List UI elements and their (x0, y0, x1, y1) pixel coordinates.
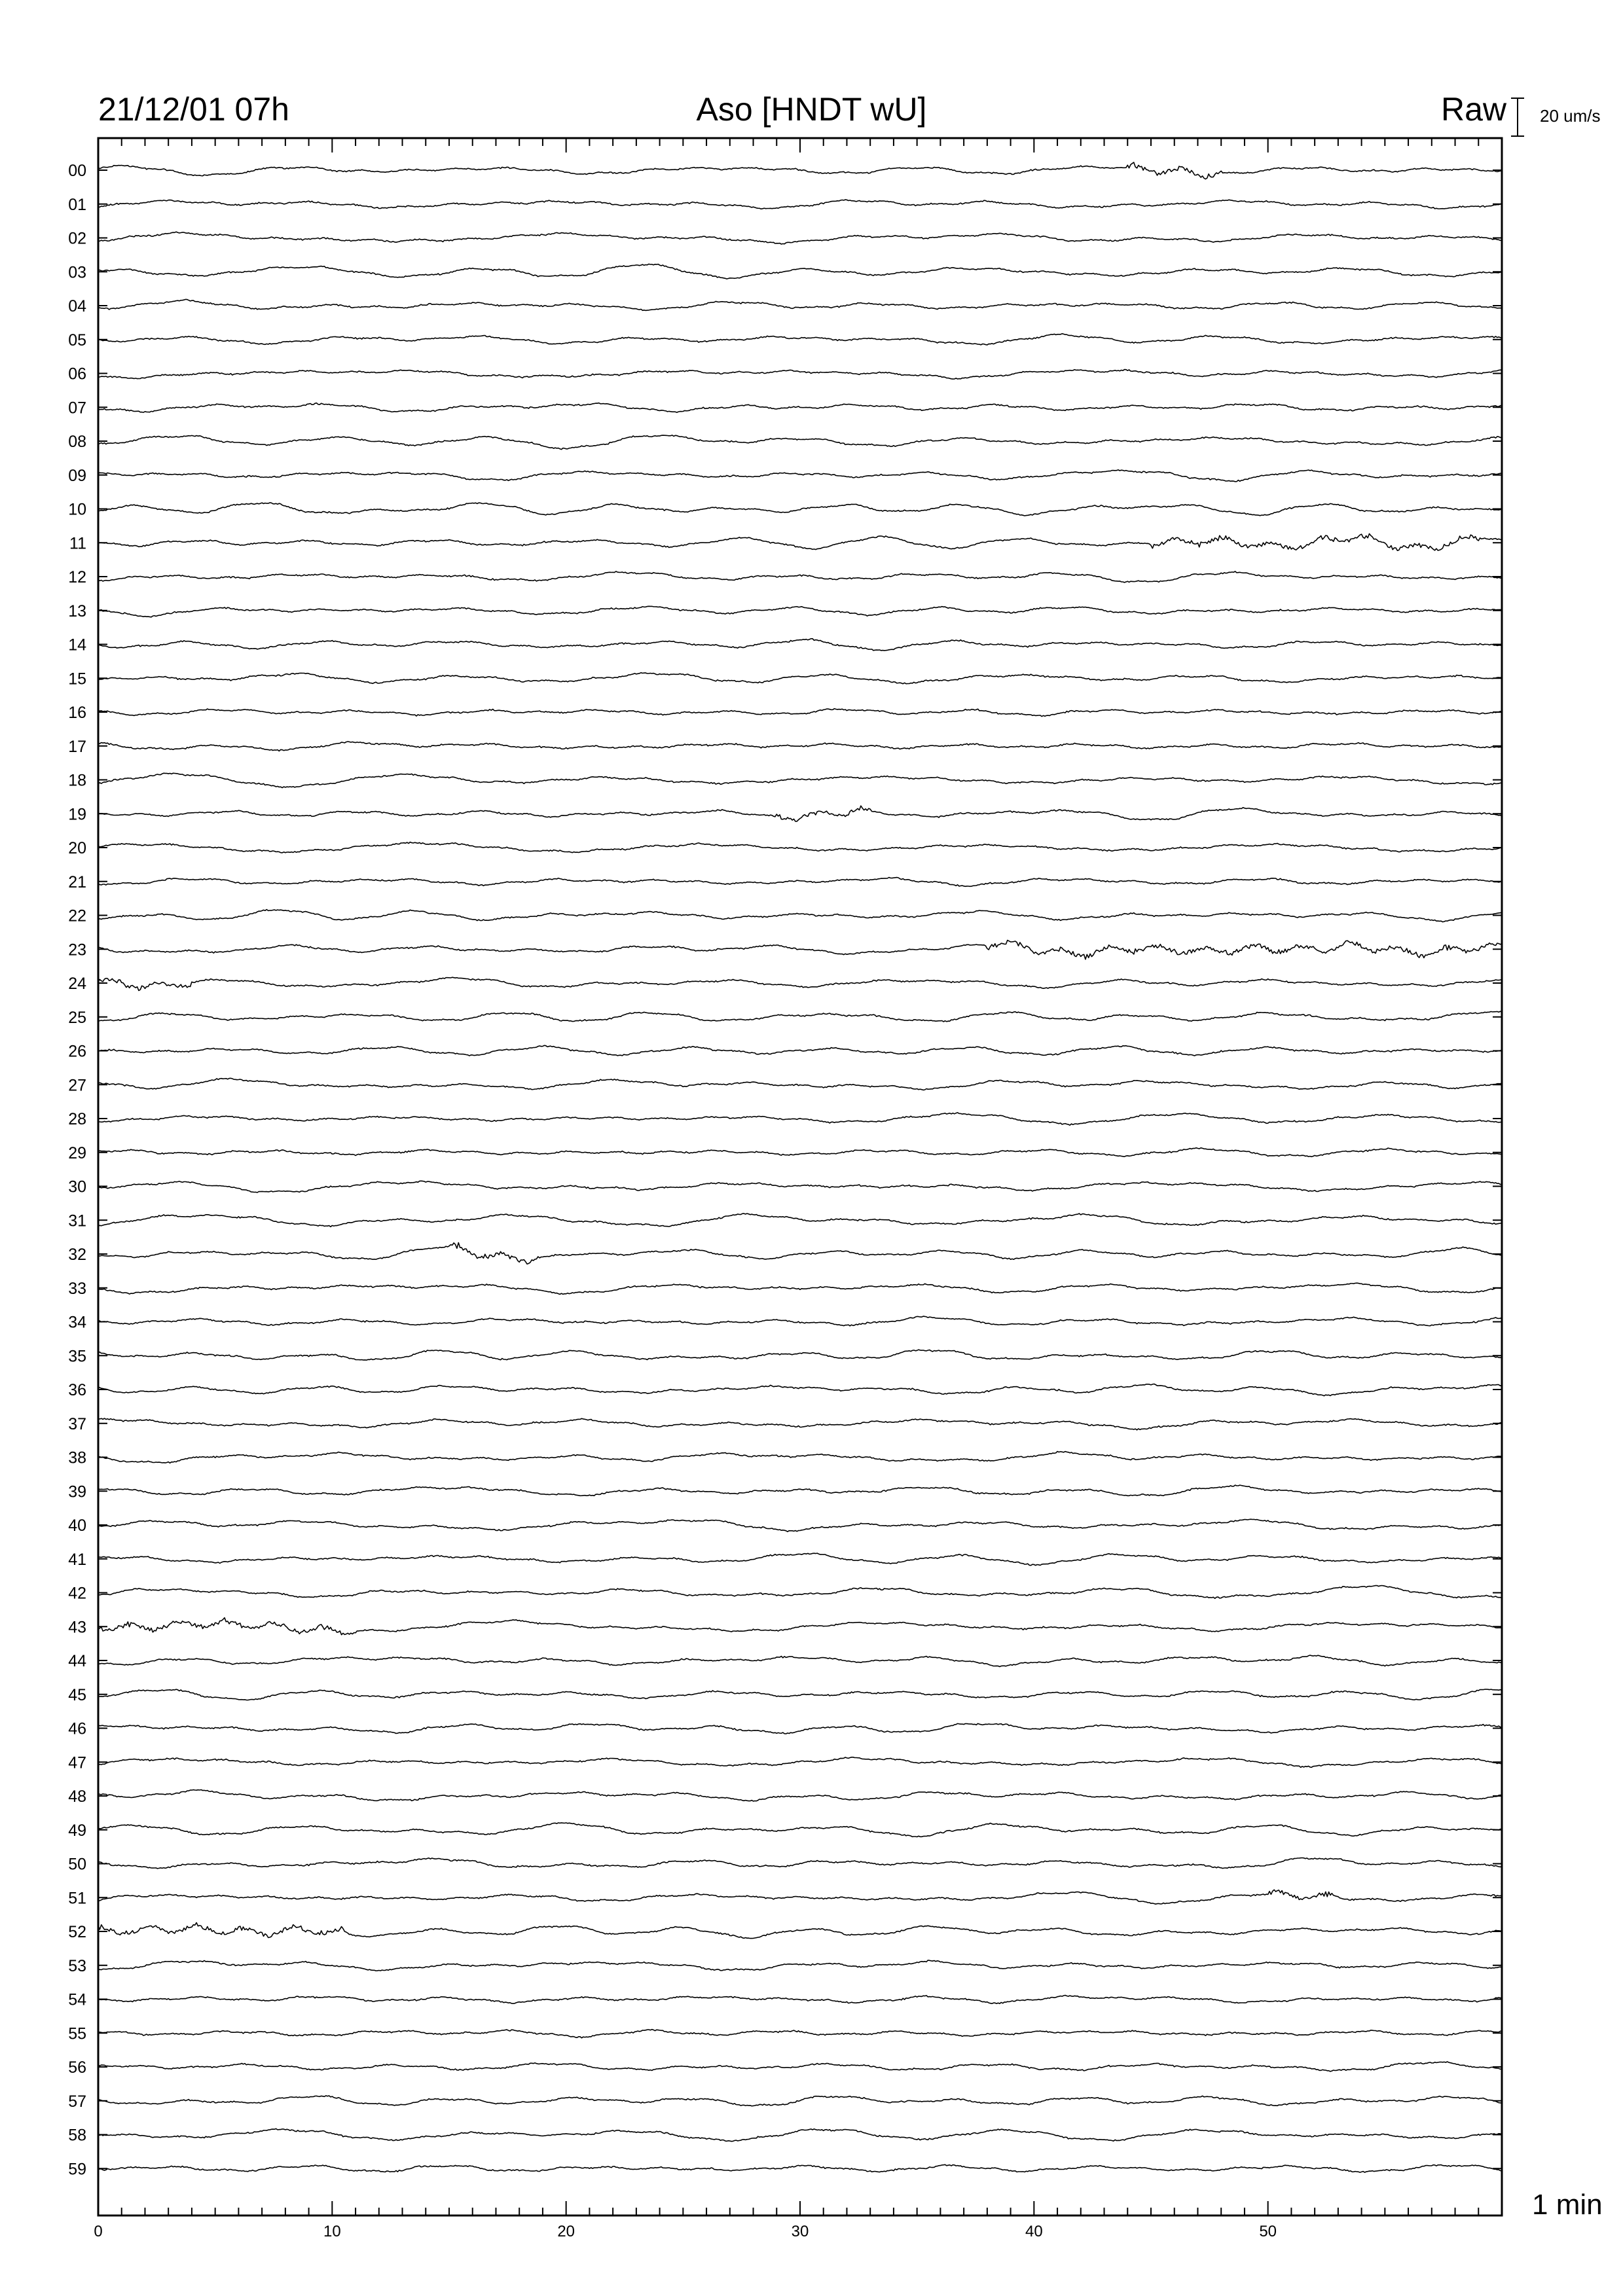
x-tick-label: 10 (323, 2223, 341, 2240)
trace-row-37 (98, 1418, 1502, 1430)
trace-row-01 (98, 200, 1502, 209)
row-label: 58 (68, 2126, 86, 2145)
trace-row-06 (98, 370, 1502, 380)
row-label: 50 (68, 1855, 86, 1874)
row-label: 43 (68, 1618, 86, 1637)
row-label: 12 (68, 568, 86, 586)
row-label: 38 (68, 1448, 86, 1467)
row-label: 22 (68, 906, 86, 925)
row-label: 34 (68, 1313, 86, 1332)
trace-row-55 (98, 2030, 1502, 2038)
trace-row-34 (98, 1316, 1502, 1326)
row-label: 25 (68, 1008, 86, 1027)
row-label: 05 (68, 331, 86, 350)
row-label: 09 (68, 466, 86, 485)
row-label: 32 (68, 1246, 86, 1264)
plot-frame (98, 138, 1502, 2215)
trace-row-13 (98, 606, 1502, 617)
row-label: 40 (68, 1516, 86, 1535)
trace-row-00 (98, 162, 1502, 179)
row-label: 53 (68, 1956, 86, 1975)
row-label: 21 (68, 872, 86, 891)
trace-row-15 (98, 673, 1502, 684)
trace-row-47 (98, 1757, 1502, 1768)
trace-row-51 (98, 1890, 1502, 1904)
trace-row-48 (98, 1790, 1502, 1801)
row-label: 16 (68, 704, 86, 722)
row-label: 30 (68, 1177, 86, 1196)
trace-row-19 (98, 806, 1502, 821)
trace-row-38 (98, 1452, 1502, 1463)
row-label: 28 (68, 1110, 86, 1128)
trace-row-14 (98, 639, 1502, 651)
row-label: 54 (68, 1990, 86, 2009)
trace-row-43 (98, 1618, 1502, 1635)
row-label: 39 (68, 1482, 86, 1501)
row-label: 52 (68, 1923, 86, 1941)
row-label: 59 (68, 2160, 86, 2179)
trace-row-24 (98, 977, 1502, 990)
row-label: 57 (68, 2092, 86, 2111)
trace-row-58 (98, 2128, 1502, 2141)
row-label: 20 (68, 839, 86, 857)
row-label: 10 (68, 500, 86, 519)
row-label: 23 (68, 941, 86, 960)
row-label: 24 (68, 975, 86, 993)
trace-row-23 (98, 941, 1502, 960)
trace-row-40 (98, 1519, 1502, 1532)
x-tick-label: 30 (791, 2223, 809, 2240)
date-hour-label: 21/12/01 07h (98, 91, 289, 128)
row-label: 35 (68, 1347, 86, 1366)
trace-row-10 (98, 503, 1502, 516)
row-label: 00 (68, 162, 86, 180)
trace-row-03 (98, 264, 1502, 279)
row-label: 31 (68, 1211, 86, 1230)
row-label: 42 (68, 1584, 86, 1603)
trace-row-32 (98, 1243, 1502, 1265)
trace-row-50 (98, 1858, 1502, 1869)
trace-row-35 (98, 1350, 1502, 1360)
trace-row-54 (98, 1996, 1502, 2004)
row-label: 49 (68, 1821, 86, 1840)
trace-row-22 (98, 910, 1502, 922)
row-label: 47 (68, 1753, 86, 1772)
row-label: 02 (68, 229, 86, 248)
row-label: 46 (68, 1719, 86, 1738)
amplitude-scale-label: 20 um/s (1540, 106, 1601, 126)
trace-row-20 (98, 842, 1502, 853)
row-label: 37 (68, 1414, 86, 1433)
trace-row-46 (98, 1723, 1502, 1734)
trace-row-30 (98, 1181, 1502, 1193)
row-label: 56 (68, 2058, 86, 2077)
trace-row-27 (98, 1078, 1502, 1090)
trace-row-05 (98, 334, 1502, 345)
trace-row-44 (98, 1655, 1502, 1667)
row-label: 11 (69, 534, 86, 553)
row-label: 08 (68, 433, 86, 451)
trace-row-45 (98, 1689, 1502, 1700)
trace-row-26 (98, 1045, 1502, 1056)
row-label: 17 (68, 737, 86, 756)
row-label: 48 (68, 1787, 86, 1806)
trace-row-56 (98, 2062, 1502, 2072)
trace-row-41 (98, 1553, 1502, 1566)
x-tick-label: 0 (94, 2223, 103, 2240)
row-label: 01 (68, 195, 86, 214)
row-label: 36 (68, 1381, 86, 1399)
row-label: 26 (68, 1042, 86, 1061)
trace-row-09 (98, 470, 1502, 482)
row-label: 18 (68, 771, 86, 790)
row-label: 13 (68, 601, 86, 620)
trace-row-17 (98, 742, 1502, 751)
trace-row-39 (98, 1485, 1502, 1496)
row-label: 29 (68, 1143, 86, 1162)
row-label: 07 (68, 399, 86, 418)
row-label: 14 (68, 636, 86, 655)
trace-row-33 (98, 1283, 1502, 1294)
row-label: 44 (68, 1652, 86, 1670)
row-label: 27 (68, 1076, 86, 1095)
trace-row-12 (98, 571, 1502, 583)
x-unit-label: 1 min (1532, 2189, 1603, 2221)
row-label: 51 (68, 1889, 86, 1908)
trace-row-02 (98, 232, 1502, 244)
trace-row-29 (98, 1148, 1502, 1157)
x-tick-label: 50 (1259, 2223, 1277, 2240)
trace-row-04 (98, 299, 1502, 310)
x-tick-label: 20 (557, 2223, 575, 2240)
trace-row-42 (98, 1586, 1502, 1599)
trace-row-07 (98, 403, 1502, 412)
trace-row-11 (98, 534, 1502, 551)
row-label: 15 (68, 670, 86, 689)
trace-row-25 (98, 1011, 1502, 1022)
trace-row-31 (98, 1213, 1502, 1227)
trace-row-53 (98, 1960, 1502, 1971)
trace-row-18 (98, 773, 1502, 787)
mode-label: Raw (1440, 91, 1506, 128)
row-label: 04 (68, 297, 86, 315)
row-label: 33 (68, 1279, 86, 1298)
row-label: 45 (68, 1685, 86, 1704)
x-tick-label: 40 (1025, 2223, 1043, 2240)
row-label: 03 (68, 263, 86, 282)
trace-row-08 (98, 435, 1502, 450)
row-label: 06 (68, 365, 86, 384)
trace-row-21 (98, 878, 1502, 887)
trace-row-16 (98, 709, 1502, 717)
trace-row-59 (98, 2164, 1502, 2172)
row-label: 41 (68, 1550, 86, 1569)
trace-row-28 (98, 1113, 1502, 1125)
trace-row-36 (98, 1384, 1502, 1396)
trace-row-52 (98, 1923, 1502, 1939)
row-label: 19 (68, 805, 86, 824)
row-label: 55 (68, 2024, 86, 2043)
station-title: Aso [HNDT wU] (696, 91, 927, 128)
trace-row-49 (98, 1823, 1502, 1837)
trace-row-57 (98, 2096, 1502, 2106)
